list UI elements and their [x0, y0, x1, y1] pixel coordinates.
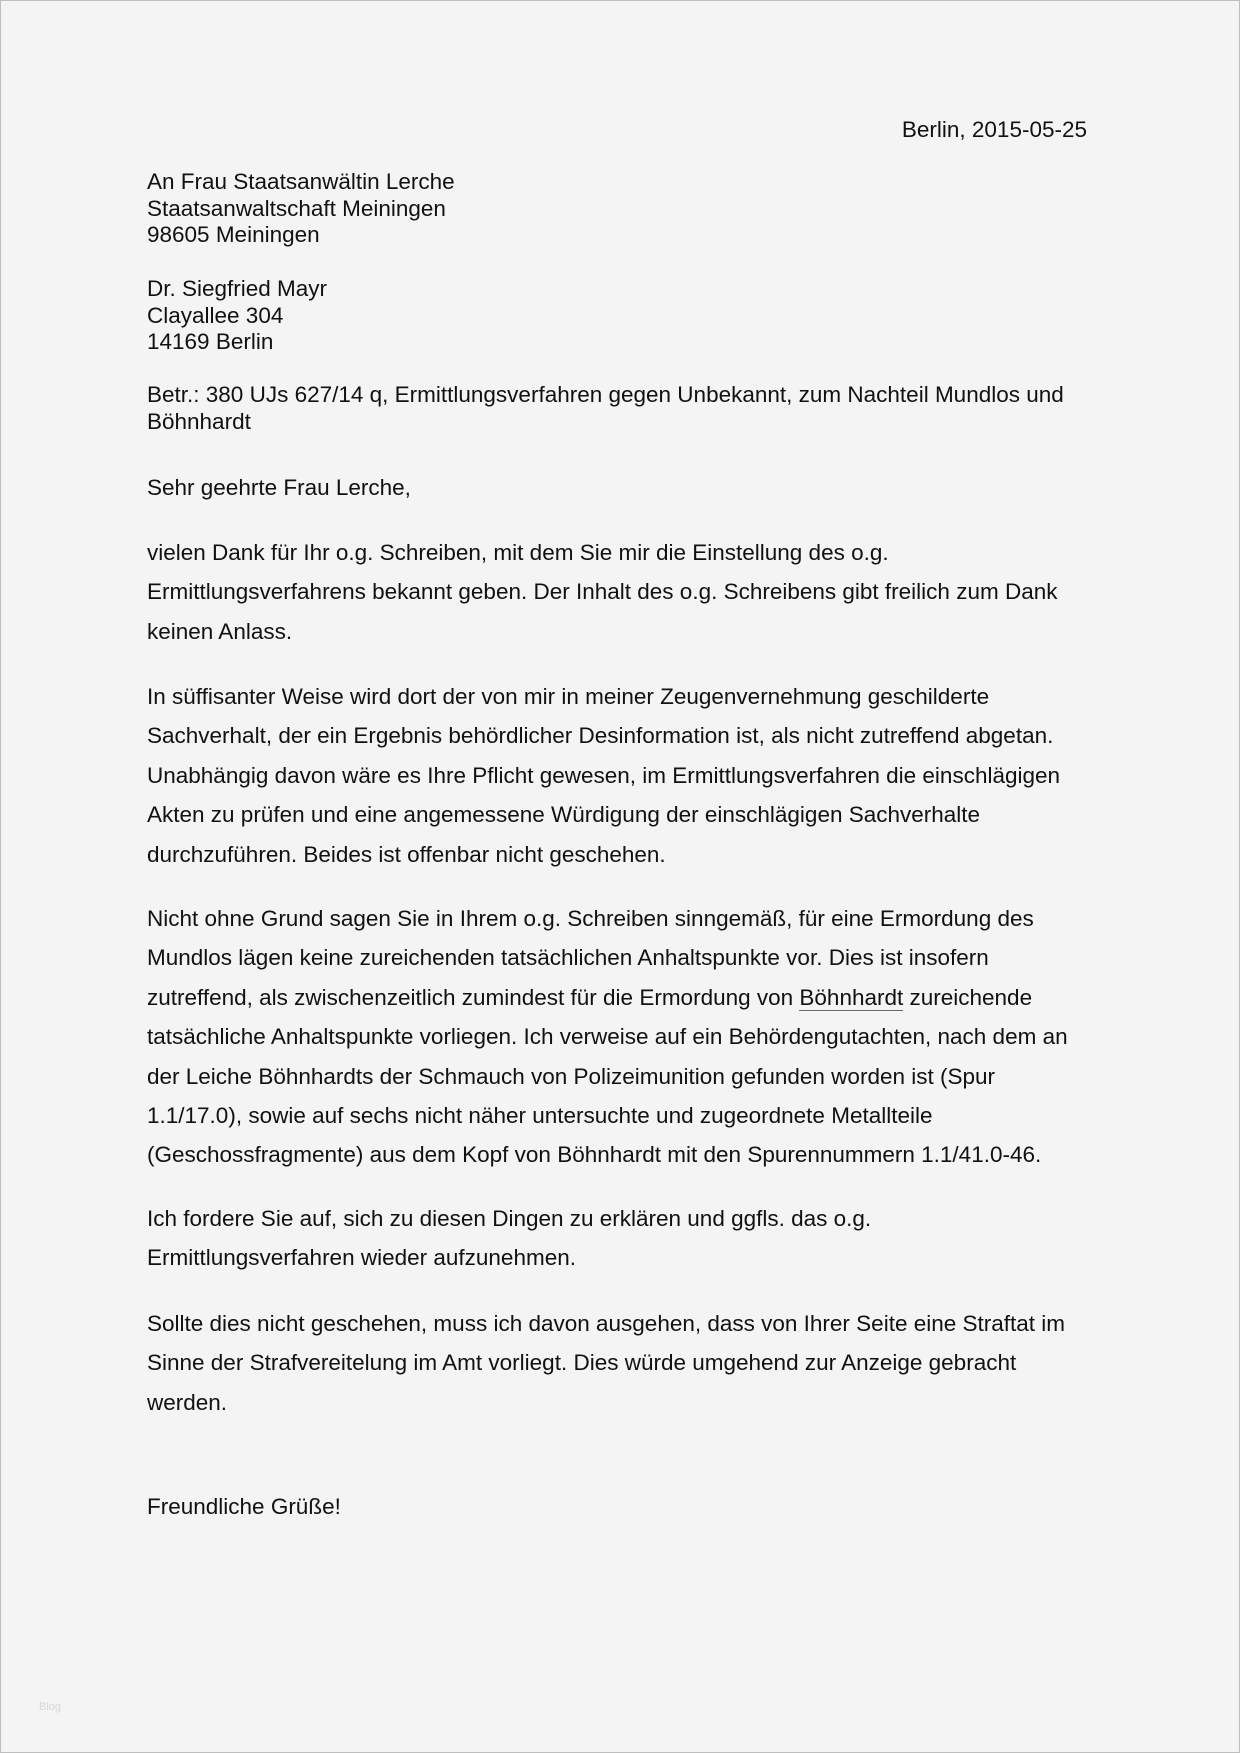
paragraph-line: keinen Anlass.	[147, 618, 293, 644]
line-text-before: zutreffend, als zwischenzeitlich zumindest für die Ermordung von	[147, 984, 800, 1010]
sender-address	[147, 276, 1087, 356]
recipient-line: An Frau Staatsanwältin Lerche	[147, 169, 455, 194]
recipient-address	[147, 169, 1087, 249]
paragraph-line: durchzuführen. Beides ist offenbar nicht geschehen.	[147, 841, 666, 867]
sender-line: Clayallee 304	[147, 302, 284, 328]
paragraph-line: Sinne der Strafvereitelung im Amt vorliegt. Dies würde umgehend zur Anzeige gebracht	[147, 1350, 1017, 1376]
recipient-line: Staatsanwaltschaft Meiningen	[147, 195, 446, 221]
sender-line: Dr. Siegfried Mayr	[147, 276, 328, 301]
paragraph-line: Sollte dies nicht geschehen, muss ich davon ausgehen, dass von Ihrer Seite eine Straftat im	[147, 1311, 1066, 1336]
paragraph-line: werden.	[147, 1389, 228, 1415]
paragraph-line: Ich fordere Sie auf, sich zu diesen Dingen zu erklären und ggfls. das o.g.	[147, 1206, 872, 1231]
paragraph-line: (Geschossfragmente) aus dem Kopf von Böhnhardt mit den Spurennummern 1.1/41.0-46.	[147, 1142, 1042, 1168]
subject-line	[147, 382, 1087, 435]
paragraph-line: Nicht ohne Grund sagen Sie in Ihrem o.g. Schreiben sinngemäß, für eine Ermordung des	[147, 906, 1034, 931]
paragraph-demand	[147, 1199, 1087, 1278]
paragraph-line: 1.1/17.0), sowie auf sechs nicht näher untersuchte und zugeordnete Metallteile	[147, 1102, 933, 1128]
subject-text: Böhnhardt	[147, 408, 251, 434]
subject-text: Betr.: 380 UJs 627/14 q, Ermittlungsverfahren gegen Unbekannt, zum Nachteil Mundlos und	[147, 382, 1064, 407]
paragraph-line: Sachverhalt, der ein Ergebnis behördlicher Desinformation ist, als nicht zutreffend abgetan.	[147, 723, 1054, 749]
paragraph-warning	[147, 1304, 1087, 1422]
paragraph-line: In süffisanter Weise wird dort der von mir in meiner Zeugenvernehmung geschilderte	[147, 684, 990, 709]
sender-line: 14169 Berlin	[147, 329, 274, 354]
paragraph-evidence	[147, 899, 1087, 1175]
closing	[147, 1487, 1087, 1526]
recipient-line: 98605 Meiningen	[147, 222, 320, 247]
paragraph-line: Ermittlungsverfahrens bekannt geben. Der Inhalt des o.g. Schreibens gibt freilich zum Dank	[147, 579, 1058, 605]
line-text-after: zureichende	[903, 984, 1033, 1010]
paragraph-line	[147, 978, 1087, 1017]
paragraph-line: Unabhängig davon wäre es Ihre Pflicht gewesen, im Ermittlungsverfahren die einschlägigen	[147, 762, 1061, 788]
paragraph-line: Ermittlungsverfahren wieder aufzunehmen.	[147, 1245, 576, 1271]
paragraph-thanks	[147, 533, 1087, 651]
salutation: Sehr geehrte Frau Lerche,	[147, 475, 411, 500]
paragraph-line: vielen Dank für Ihr o.g. Schreiben, mit dem Sie mir die Einstellung des o.g.	[147, 540, 889, 565]
date-line: Berlin, 2015-05-25	[901, 117, 1087, 142]
paragraph-line: Akten zu prüfen und eine angemessene Würdigung der einschlägigen Sachverhalte	[147, 802, 981, 828]
watermark: Blog	[39, 1701, 62, 1713]
paragraph-line: der Leiche Böhnhardts der Schmauch von Polizeimunition gefunden worden ist (Spur	[147, 1063, 996, 1089]
paragraph-criticism	[147, 677, 1087, 874]
underlined-name: Böhnhardt	[799, 984, 904, 1010]
paragraph-line: tatsächliche Anhaltspunkte vorliegen. Ich verweise auf ein Behördengutachten, nach dem an	[147, 1024, 1068, 1050]
closing-text: Freundliche Grüße!	[147, 1494, 341, 1519]
paragraph-line: Mundlos lägen keine zureichenden tatsächlichen Anhaltspunkte vor. Dies ist insofern	[147, 945, 989, 971]
